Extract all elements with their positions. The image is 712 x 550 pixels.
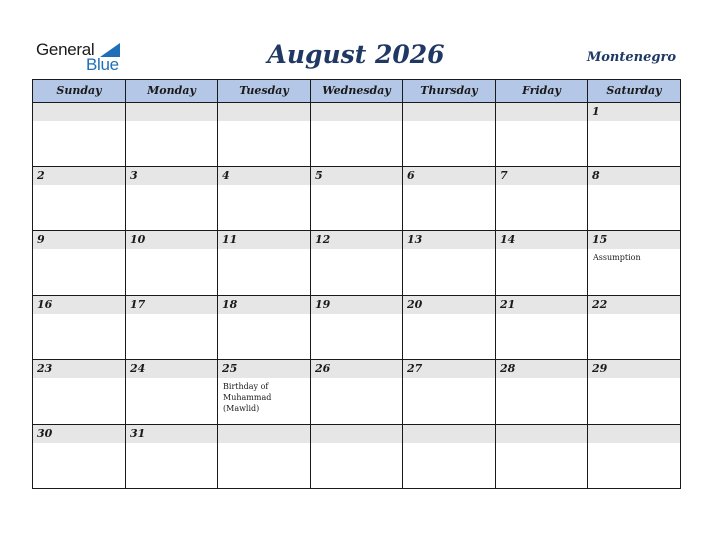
day-number: 15 [592,233,608,246]
day-number-band [496,103,587,121]
empty-day-cell [311,425,403,489]
day-number-band [588,425,680,443]
day-cell-13 [403,231,496,296]
day-cell-15 [588,231,681,296]
day-number: 25 [222,362,238,375]
day-header-tuesday: Tuesday [218,80,311,103]
day-cell-31 [126,425,218,489]
empty-day-cell [218,425,311,489]
day-number-band [403,425,495,443]
empty-day-cell [403,425,496,489]
day-cell-8 [588,167,681,231]
day-number: 2 [37,169,45,182]
day-number: 31 [130,427,146,440]
day-cell-28 [496,360,588,425]
day-number-band [403,167,495,185]
day-number: 8 [592,169,600,182]
day-number: 30 [37,427,53,440]
day-cell-26 [311,360,403,425]
day-number: 18 [222,298,238,311]
day-number-band [588,167,680,185]
day-number-band [218,103,310,121]
day-header-sunday: Sunday [33,80,126,103]
day-number-band [218,425,310,443]
day-number: 23 [37,362,53,375]
day-number-band [218,167,310,185]
holiday-event: Birthday of Muhammad (Mawlid) [223,382,272,413]
empty-day-cell [33,103,126,167]
day-number: 22 [592,298,608,311]
day-cell-16 [33,296,126,360]
day-number-band [496,167,587,185]
day-cell-18 [218,296,311,360]
day-cell-29 [588,360,681,425]
day-cell-3 [126,167,218,231]
day-cell-25 [218,360,311,425]
day-number-band [33,231,125,249]
day-cell-7 [496,167,588,231]
day-number: 28 [500,362,516,375]
day-number-band [311,167,402,185]
empty-day-cell [218,103,311,167]
day-number: 7 [500,169,508,182]
day-header-monday: Monday [126,80,218,103]
day-number-band [126,167,217,185]
day-number-band [311,425,402,443]
day-number: 17 [130,298,146,311]
calendar-grid [32,79,681,489]
day-number: 10 [130,233,146,246]
day-number-band [33,103,125,121]
day-number: 13 [407,233,423,246]
empty-day-cell [311,103,403,167]
day-header-friday: Friday [496,80,588,103]
day-cell-23 [33,360,126,425]
day-number: 19 [315,298,331,311]
day-cell-24 [126,360,218,425]
empty-day-cell [496,103,588,167]
day-number: 14 [500,233,516,246]
holiday-event: Assumption [593,253,641,262]
day-number-band [588,103,680,121]
day-header-saturday: Saturday [588,80,681,103]
empty-day-cell [403,103,496,167]
day-cell-2 [33,167,126,231]
day-number-band [33,167,125,185]
day-number: 24 [130,362,146,375]
day-number: 26 [315,362,331,375]
country-label: Montenegro [586,50,676,65]
day-cell-14 [496,231,588,296]
day-cell-11 [218,231,311,296]
day-cell-6 [403,167,496,231]
day-cell-12 [311,231,403,296]
day-cell-9 [33,231,126,296]
day-cell-1 [588,103,681,167]
day-number-band [311,103,402,121]
day-number: 12 [315,233,331,246]
day-cell-27 [403,360,496,425]
day-number: 4 [222,169,230,182]
day-number: 3 [130,169,138,182]
empty-day-cell [588,425,681,489]
day-cell-5 [311,167,403,231]
empty-day-cell [496,425,588,489]
logo-general-text: General [36,40,95,59]
day-header-wednesday: Wednesday [311,80,403,103]
day-cell-21 [496,296,588,360]
day-cell-20 [403,296,496,360]
day-number: 21 [500,298,516,311]
day-cell-10 [126,231,218,296]
day-number-band [403,103,495,121]
day-cell-30 [33,425,126,489]
day-number-band [496,425,587,443]
day-number: 20 [407,298,423,311]
day-number: 6 [407,169,415,182]
calendar-title: August 2026 [267,40,445,69]
day-cell-17 [126,296,218,360]
day-number: 9 [37,233,45,246]
day-number: 29 [592,362,608,375]
day-number: 27 [407,362,423,375]
day-number: 16 [37,298,53,311]
day-number: 5 [315,169,323,182]
day-number: 11 [222,233,238,246]
day-cell-19 [311,296,403,360]
empty-day-cell [126,103,218,167]
day-number: 1 [592,105,600,118]
day-number-band [126,103,217,121]
day-cell-4 [218,167,311,231]
logo-blue-text: Blue [86,55,119,74]
day-cell-22 [588,296,681,360]
day-header-thursday: Thursday [403,80,496,103]
